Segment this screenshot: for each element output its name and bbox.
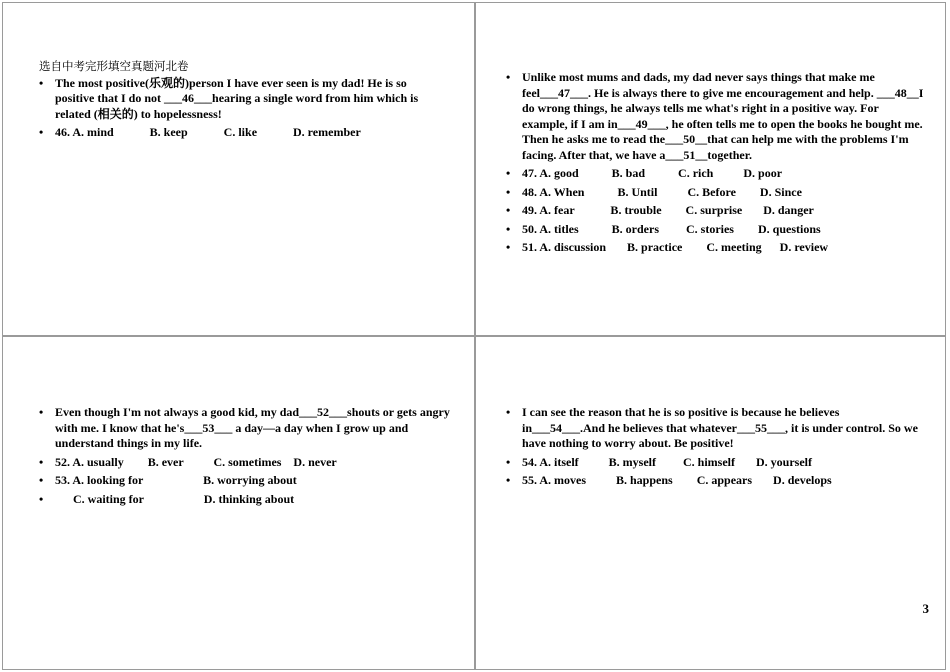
slide-panel-3: [2, 336, 475, 670]
slide-panel-1: [2, 2, 475, 336]
panel4-list: [506, 405, 924, 489]
paragraph-52-53: • Even though I'm not always a good kid, my dad___52___shouts or gets angry with me. I know that he's___53___ a day—a day when I grow up and understand things in my life.: [39, 405, 451, 452]
options-49: • 49. A. fear B. trouble C. surprise D. danger: [506, 203, 924, 219]
paragraph-46: • The most positive(乐观的)person I have ever seen is my dad! He is so positive that I do not ___46___hearing a single word from him which is related (相关的) to hopelessness!: [39, 76, 449, 123]
options-55: • 55. A. moves B. happens C. appears D. develops: [506, 473, 924, 489]
source-title: 选自中考完形填空真题河北卷: [39, 59, 189, 73]
options-46: • 46. A. mind B. keep C. like D. remember: [39, 125, 449, 141]
slide-panel-4: [475, 336, 946, 670]
paragraph-54-55: • I can see the reason that he is so positive is because he believes in___54___.And he believes that whatever___55___, it is under control. So we have nothing to worry about. Be positive!: [506, 405, 924, 452]
panel1-list: [39, 76, 449, 141]
options-52: • 52. A. usually B. ever C. sometimes D. never: [39, 455, 451, 471]
panel1-content: [39, 59, 449, 144]
panel2-content: [506, 70, 924, 259]
options-51: • 51. A. discussion B. practice C. meeting D. review: [506, 240, 924, 256]
options-50: • 50. A. titles B. orders C. stories D. questions: [506, 222, 924, 238]
options-53-b: • C. waiting for D. thinking about: [39, 492, 451, 508]
paragraph-47-51: • Unlike most mums and dads, my dad never says things that make me feel___47___. He is always there to give me encouragement and help. ___48__I do wrong things, he always tells me what's right in a positive way. For example, if I am in___49___, he often tells me to open the books he bought me. Then he asks me to read the___50__that can help me with the problems I'm facing. After that, we have a___51__together.: [506, 70, 924, 163]
slide-panel-2: [475, 2, 946, 336]
options-54: • 54. A. itself B. myself C. himself D. yourself: [506, 455, 924, 471]
options-53-a: • 53. A. looking for B. worrying about: [39, 473, 451, 489]
panel3-list: [39, 405, 451, 507]
options-47: • 47. A. good B. bad C. rich D. poor: [506, 166, 924, 182]
panel4-content: [506, 405, 924, 492]
options-48: • 48. A. When B. Until C. Before D. Since: [506, 185, 924, 201]
panel3-content: [39, 405, 451, 510]
page-number: 3: [922, 601, 929, 616]
panel2-list: [506, 70, 924, 256]
